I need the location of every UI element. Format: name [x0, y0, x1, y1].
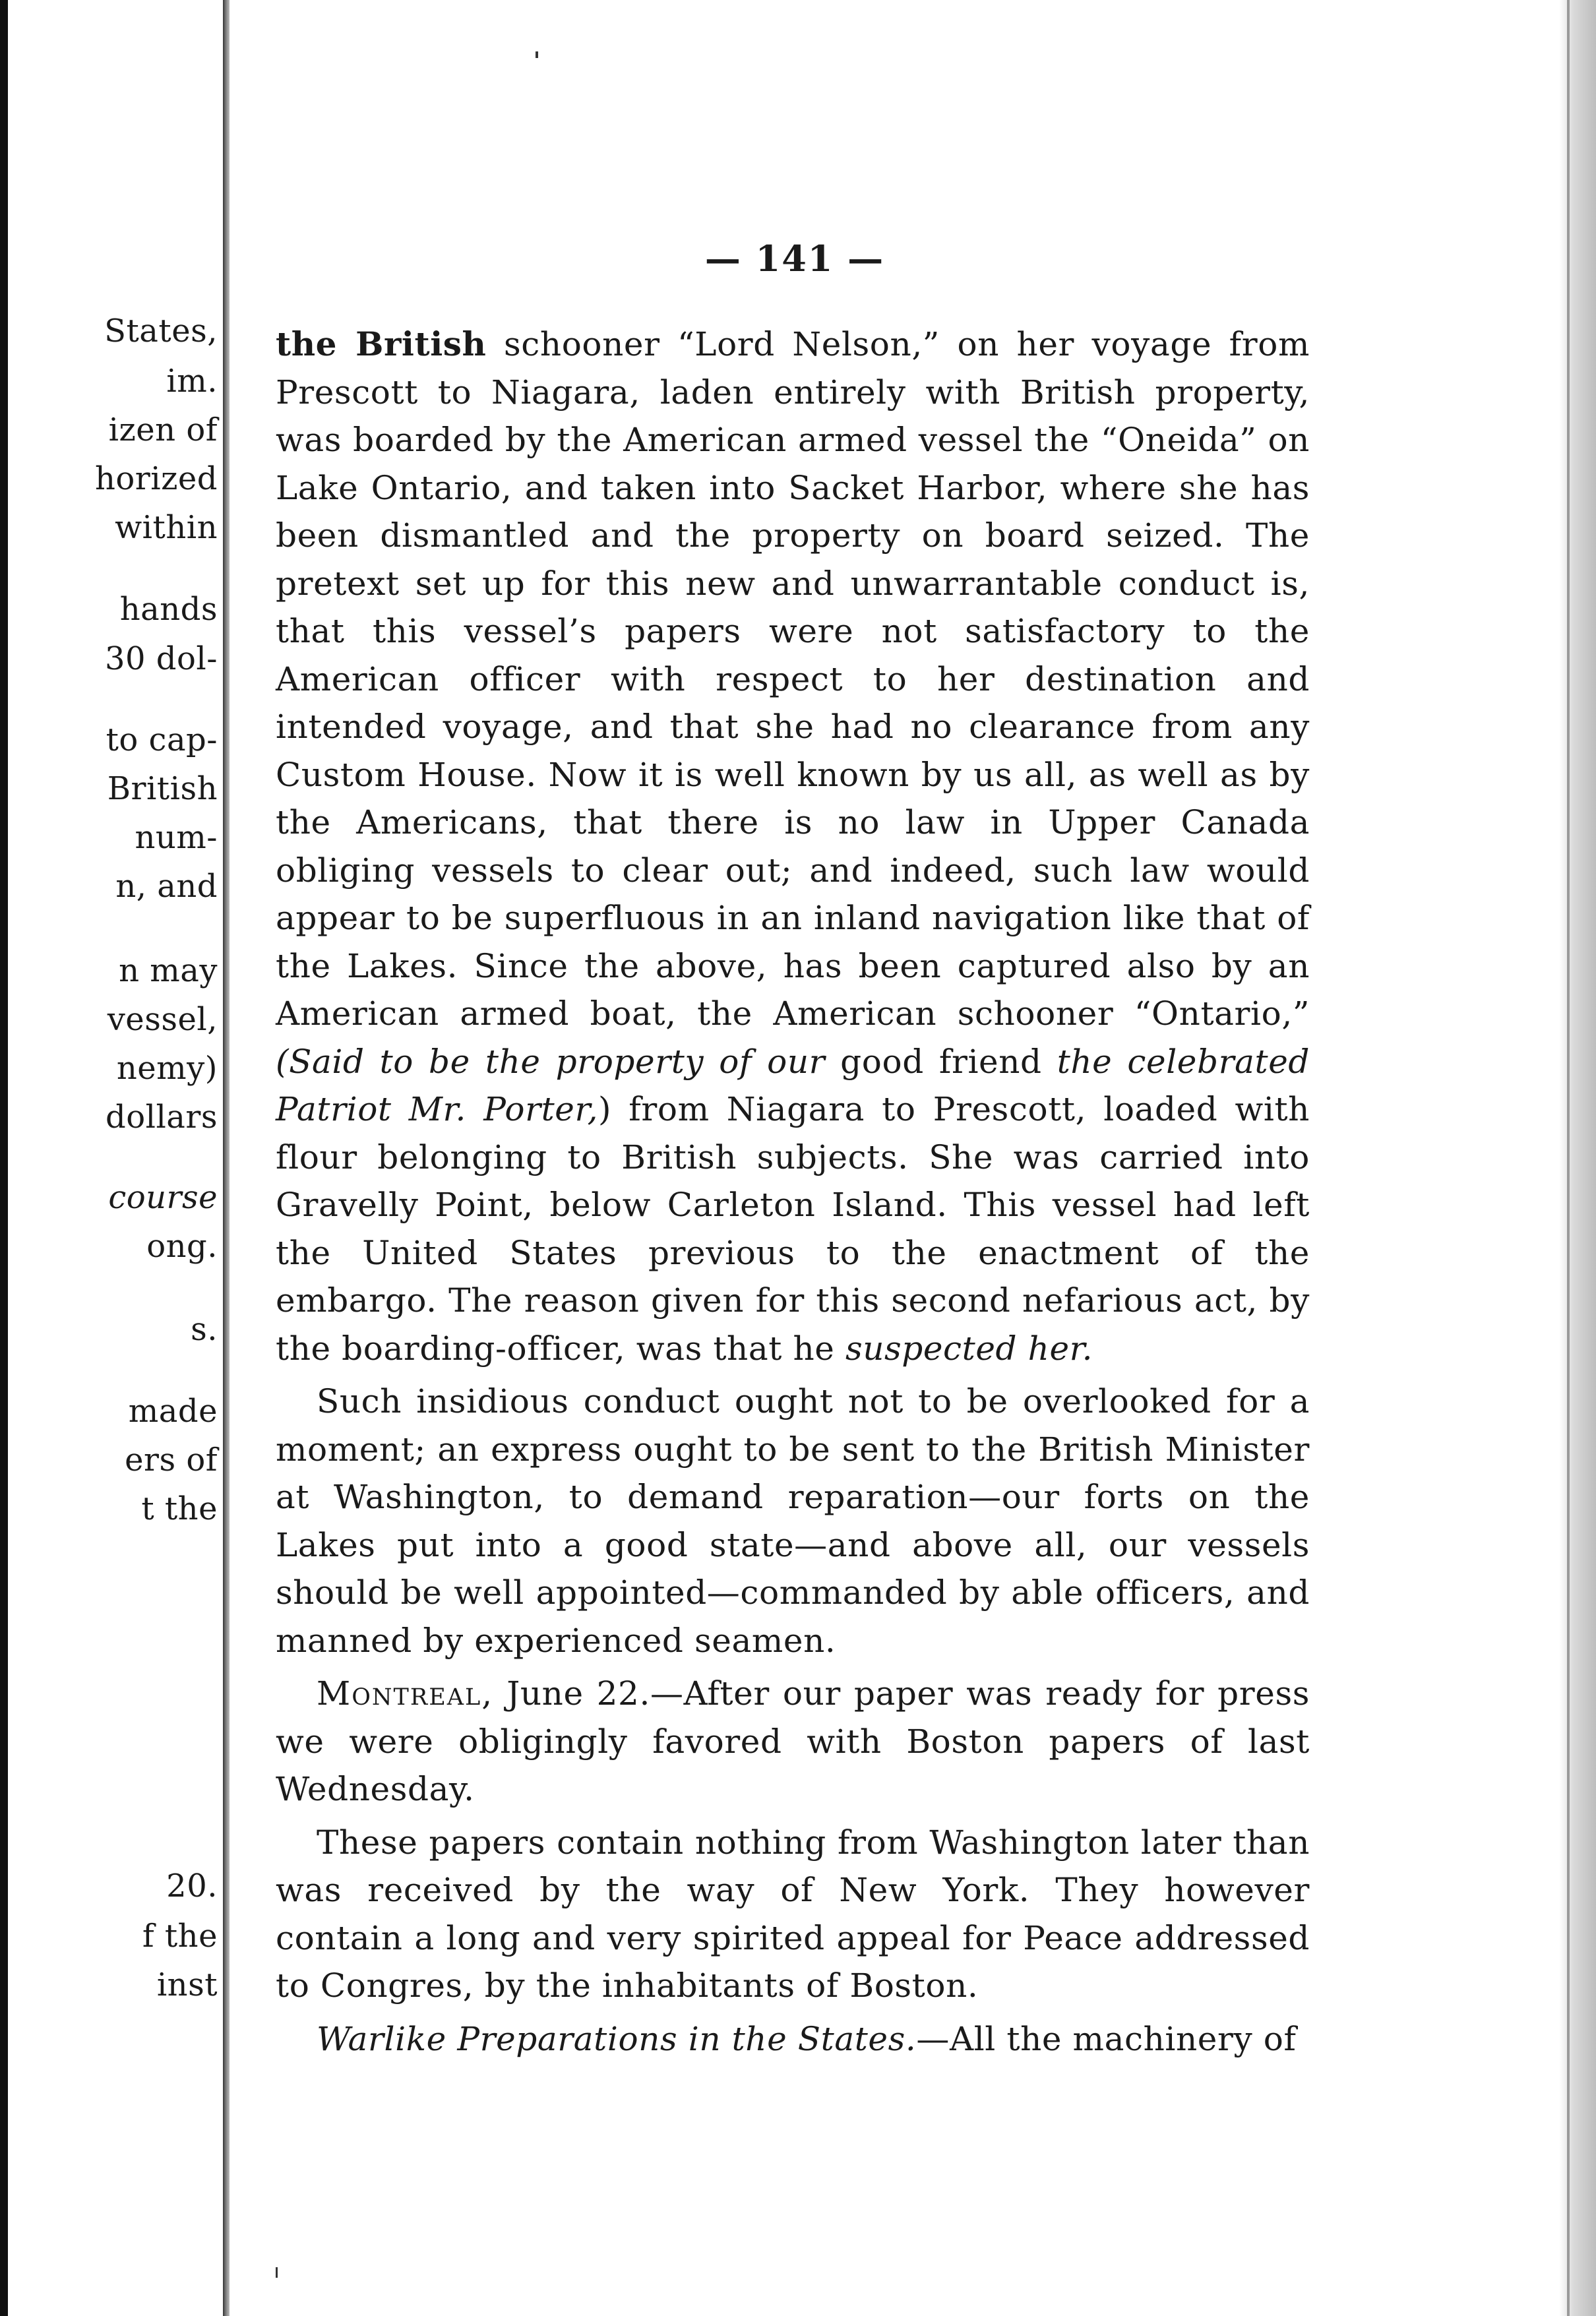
- previous-page-line: made: [128, 1393, 218, 1430]
- paragraph-5: [276, 2015, 1310, 2063]
- previous-page-line: nemy): [116, 1050, 218, 1087]
- paragraph-1-italic-2: the celebrated Patriot Mr. Porter,: [276, 1042, 1310, 1128]
- scan-right-shadow: [1559, 0, 1596, 2316]
- scan-right-edge-line: [1567, 0, 1570, 2316]
- previous-page-line: 30 dol-: [104, 640, 218, 677]
- previous-page-line: vessel,: [107, 1001, 218, 1038]
- previous-page-line: f the: [142, 1918, 218, 1955]
- paragraph-5-text: —All the machinery of: [916, 2019, 1297, 2058]
- page-gutter: [223, 0, 230, 2316]
- page-number: — 141 —: [704, 237, 885, 280]
- previous-page-line: s.: [191, 1311, 218, 1348]
- paragraph-1-italic-3: suspected her.: [845, 1329, 1093, 1368]
- previous-page-line: num-: [135, 819, 218, 856]
- previous-page-line: inst: [156, 1966, 218, 2003]
- previous-page-line: States,: [104, 313, 218, 350]
- ink-speck: [536, 51, 538, 58]
- previous-page-line: to cap-: [106, 721, 218, 758]
- paragraph-1-lead: the British: [276, 324, 487, 363]
- previous-page-line: horized: [94, 460, 218, 497]
- page-body: [276, 320, 1310, 2063]
- previous-page-line: n, and: [115, 868, 218, 905]
- previous-page-line: ong.: [146, 1228, 218, 1265]
- previous-page-line: im.: [166, 363, 218, 400]
- previous-page-line: dollars: [105, 1099, 218, 1136]
- paragraph-1-italic-1: (Said to be the property of our: [276, 1042, 826, 1081]
- paragraph-3: [276, 1670, 1310, 1813]
- previous-page-line: hands: [119, 591, 218, 628]
- paragraph-2: Such insidious conduct ought not to be overlooked for a moment; an express ought to be sent to the British Minister at Washington, to demand reparation—our forts on the Lakes put into a good state—and above all, our vessels should be well appointed—commanded by able officers, and manned by experienced seamen.: [276, 1382, 1310, 1660]
- paragraph-1: [276, 320, 1310, 1372]
- previous-page-line: t the: [141, 1490, 218, 1527]
- paragraph-1-text-a: schooner “Lord Nelson,” on her voyage from Prescott to Niagara, laden entirely with British property, was boarded by the American armed vessel the “Oneida” on Lake Ontario, and taken into Sacket Harbor, where she has been dismantled and the property on board seized. The pretext set up for this new and unwarrantable conduct is, that this vessel’s papers were not satisfactory to the American officer with respect to her destination and intended voyage, and that she had no clearance from any Custom House. Now it is well known by us all, as well as by the Americans, that there is no law in Upper Canada obliging vessels to clear out; and indeed, such law would appear to be superfluous in an inland navigation like that of the Lakes. Since the above, has been captured also by an American armed boat, the American schooner “Ontario,”: [276, 325, 1310, 1033]
- ink-speck: [276, 2267, 278, 2278]
- previous-page-line: n may: [119, 952, 218, 989]
- previous-page-line: British: [107, 770, 218, 807]
- paragraph-4: These papers contain nothing from Washington later than was received by the way of New York. They however contain a long and very spirited appeal for Peace addressed to Congres, by the inhabitants of Boston.: [276, 1823, 1310, 2005]
- paragraph-1-text-b: good friend: [825, 1042, 1057, 1081]
- previous-page-fragment: [0, 0, 222, 2316]
- previous-page-line: course: [108, 1179, 218, 1216]
- dateline-city: Montreal,: [317, 1674, 494, 1713]
- paragraph-1-text-c: ) from Niagara to Prescott, loaded with flour belonging to British subjects. She was carried into Gravelly Point, below Carleton Island. This vessel had left the United States previous to the enactment of the embargo. The reason given for this second nefarious act, by the boarding-officer, was that he: [276, 1090, 1310, 1368]
- paragraph-3-text: June 22.—After our paper was ready for press we were obligingly favored with Boston papers of last Wednesday.: [276, 1674, 1310, 1808]
- previous-page-line: ers of: [125, 1442, 218, 1478]
- previous-page-line: within: [115, 509, 218, 546]
- previous-page-line: 20.: [166, 1868, 218, 1905]
- section-heading-italic: Warlike Preparations in the States.: [317, 2019, 917, 2058]
- previous-page-line: izen of: [108, 411, 218, 448]
